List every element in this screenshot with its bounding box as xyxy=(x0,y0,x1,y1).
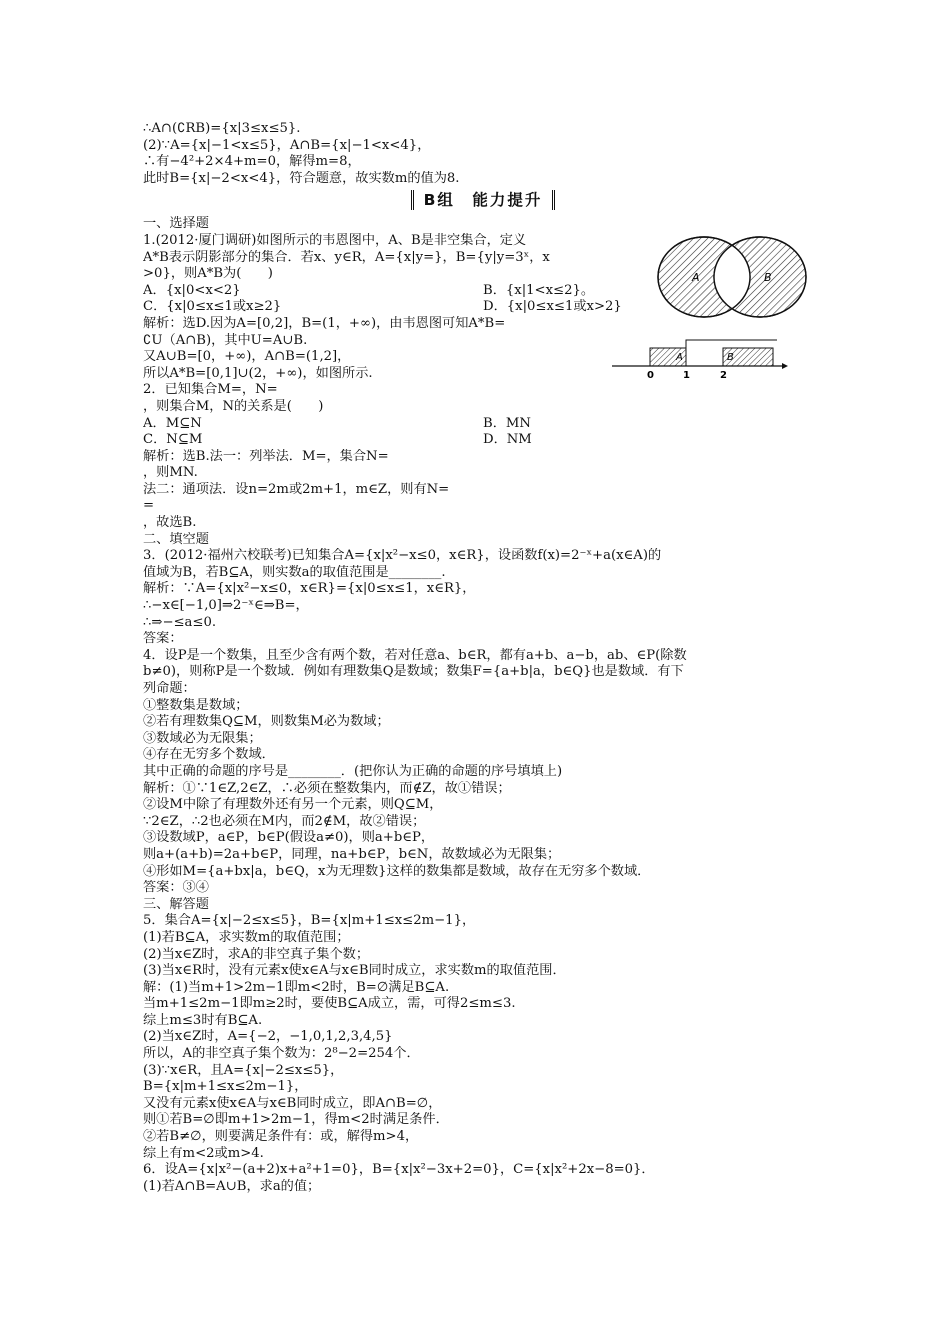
solution-text: 所以，A的非空真子集个数为：2⁸−2=254个． xyxy=(143,1046,420,1062)
document-page xyxy=(143,121,823,1195)
question-text: 其中正确的命题的序号是________．(把你认为正确的命题的序号填填上) xyxy=(143,763,563,779)
number-line-label-b: B xyxy=(727,352,734,363)
question-text: (1)若B⊆A，求实数m的取值范围； xyxy=(143,929,350,945)
solution-text: ，则MN. xyxy=(143,465,198,481)
question-text: b≠0)，则称P是一个数域．例如有理数集Q是数域；数集F={a+b|a，b∈Q}也是数域．有下 xyxy=(143,664,684,680)
solution-text: = xyxy=(143,498,155,514)
option-c: C．{x|0≤x≤1或x≥2} xyxy=(143,299,282,315)
solution-text: (2)当x∈Z时，A={−2，−1,0,1,2,3,4,5} xyxy=(143,1029,393,1045)
solution-text: ∴−x∈[−1,0]⇒2⁻ˣ∈⇒B=， xyxy=(143,598,309,614)
solution-text: 解析：∵A={x|x²−x≤0，x∈R}={x|0≤x≤1，x∈R}， xyxy=(143,581,476,597)
solution-text: 综上有m<2或m>4. xyxy=(143,1145,264,1161)
tick-label: 0 xyxy=(647,370,654,380)
option-a: A．M⊆N xyxy=(143,415,202,431)
question-text: 5．集合A={x|−2≤x≤5}，B={x|m+1≤x≤2m−1}， xyxy=(143,913,476,929)
question-text: 3．(2012·福州六校联考)已知集合A={x|x²−x≤0，x∈R}，设函数f(x)=2⁻ˣ+a(x∈A)的 xyxy=(143,548,662,564)
solution-text: 则a+(a+b)=2a+b∈P，同理，na+b∈P，b∈N，故数域必为无限集； xyxy=(143,846,561,862)
option-row xyxy=(143,432,823,449)
solution-text: ∴⇒−≤a≤0. xyxy=(143,614,217,630)
number-line-label-a: A xyxy=(676,352,683,363)
section-banner xyxy=(143,190,823,214)
question-text: (1)若A∩B=A∪B，求a的值； xyxy=(143,1178,321,1194)
question-text: 值域为B，若B⊆A，则实数a的取值范围是________. xyxy=(143,564,446,580)
solution-text: 所以A*B=[0,1]∪(2，+∞)，如图所示. xyxy=(143,365,373,381)
tick-label: 2 xyxy=(720,370,727,380)
question-text: 6．设A={x|x²−(a+2)x+a²+1=0}，B={x|x²−3x+2=0}，C={x|x²+2x−8=0}． xyxy=(143,1162,655,1178)
text-line: ∴A∩(∁RB)={x|3≤x≤5}. xyxy=(143,121,301,136)
solution-text: ③设数域P，a∈P，b∈P(假设a≠0)，则a+b∈P， xyxy=(143,830,435,846)
solution-text: 又没有元素x使x∈A与x∈B同时成立，即A∩B=∅， xyxy=(143,1095,442,1111)
solution-text: (3)∵x∈R，且A={x|−2≤x≤5}， xyxy=(143,1062,344,1078)
solution-text: ，故选B. xyxy=(143,515,197,531)
option-row xyxy=(143,283,823,300)
solution-text: 解析：选D.因为A=[0,2]，B=(1，+∞)，由韦恩图可知A*B= xyxy=(143,315,506,331)
solution-text: ②若B≠∅，则要满足条件有：或，解得m>4， xyxy=(143,1129,419,1145)
question-text: 列命题： xyxy=(143,681,196,696)
solution-text: 解析：选B.法一：列举法．M=，集合N= xyxy=(143,448,389,464)
question-text: >0}，则A*B为( ) xyxy=(143,266,273,282)
solution-text: 解：(1)当m+1>2m−1即m<2时，B=∅满足B⊆A. xyxy=(143,979,450,995)
question-text: A*B表示阴影部分的集合．若x、y∈R，A={x|y=}，B={y|y=3ˣ，x xyxy=(143,249,550,265)
question-text: ，则集合M，N的关系是( ) xyxy=(143,398,324,414)
tick-label: 1 xyxy=(683,370,690,380)
proposition: ①整数集是数域； xyxy=(143,697,249,713)
section-heading: 二、填空题 xyxy=(143,531,209,547)
solution-text: ④形如M={a+bx|a，b∈Q，x为无理数}这样的数集都是数域，故存在无穷多个数域． xyxy=(143,863,651,879)
proposition: ②若有理数集Q⊆M，则数集M必为数域； xyxy=(143,714,390,730)
solution-text: 解析：①∵1∈Z,2∈Z，∴必须在整数集内，而∉Z，故①错误； xyxy=(143,780,511,796)
question-text: (2)当x∈Z时，求A的非空真子集个数； xyxy=(143,946,370,962)
question-text: 4．设P是一个数集，且至少含有两个数，若对任意a、b∈R，都有a+b、a−b，ab、∈P(除数 xyxy=(143,647,687,663)
option-c: C．N⊆M xyxy=(143,432,203,448)
venn-label-b: B xyxy=(764,271,772,284)
section-heading: 一、选择题 xyxy=(143,216,209,232)
solution-text: ②设M中除了有理数外还有另一个元素，则Q⊆M， xyxy=(143,797,443,813)
option-b: B．{x|1<x≤2}。 xyxy=(483,282,595,298)
section-banner-title: B组 能力提升 xyxy=(411,190,556,210)
option-b: B．MN xyxy=(483,415,531,431)
option-a: A．{x|0<x<2} xyxy=(143,282,241,298)
solution-text: ∵2∈Z，∴2也必须在M内，而2∉M，故②错误； xyxy=(143,813,426,829)
answer-text: 答案：③④ xyxy=(143,880,209,896)
option-row xyxy=(143,299,823,316)
solution-text: 当m+1≤2m−1即m≥2时，要使B⊆A成立，需，可得2≤m≤3. xyxy=(143,996,516,1012)
text-line: 此时B={x|−2<x<4}，符合题意，故实数m的值为8. xyxy=(143,170,460,186)
option-d: D．NM xyxy=(483,432,532,448)
solution-text: ∁U（A∩B)，其中U=A∪B. xyxy=(143,332,308,348)
option-d: D．{x|0≤x≤1或x>2} xyxy=(483,299,622,315)
proposition: ③数域必为无限集； xyxy=(143,730,262,746)
proposition: ④存在无穷多个数域． xyxy=(143,747,275,763)
question-text: (3)当x∈R时，没有元素x使x∈A与x∈B同时成立，求实数m的取值范围． xyxy=(143,963,566,979)
text-line: (2)∵A={x|−1<x≤5}，A∩B={x|−1<x<4}， xyxy=(143,137,431,153)
solution-text: 法二：通项法．设n=2m或2m+1，m∈Z，则有N= xyxy=(143,481,450,497)
text-line: ∴有−4²+2×4+m=0，解得m=8， xyxy=(143,154,361,170)
question-text: 1.(2012·厦门调研)如图所示的韦恩图中，A、B是非空集合，定义 xyxy=(143,232,527,248)
solution-text: 则①若B=∅即m+1>2m−1，得m<2时满足条件． xyxy=(143,1112,449,1128)
section-heading: 三、解答题 xyxy=(143,896,209,912)
solution-text: 综上m≤3时有B⊆A. xyxy=(143,1012,263,1028)
question-text: 2．已知集合M=，N= xyxy=(143,382,278,398)
solution-text: B={x|m+1≤x≤2m−1}， xyxy=(143,1079,308,1095)
option-row xyxy=(143,416,823,433)
answer-text: 答案： xyxy=(143,631,183,647)
solution-text: 又A∪B=[0，+∞)，A∩B=(1,2]， xyxy=(143,349,351,365)
venn-label-a: A xyxy=(692,271,700,284)
